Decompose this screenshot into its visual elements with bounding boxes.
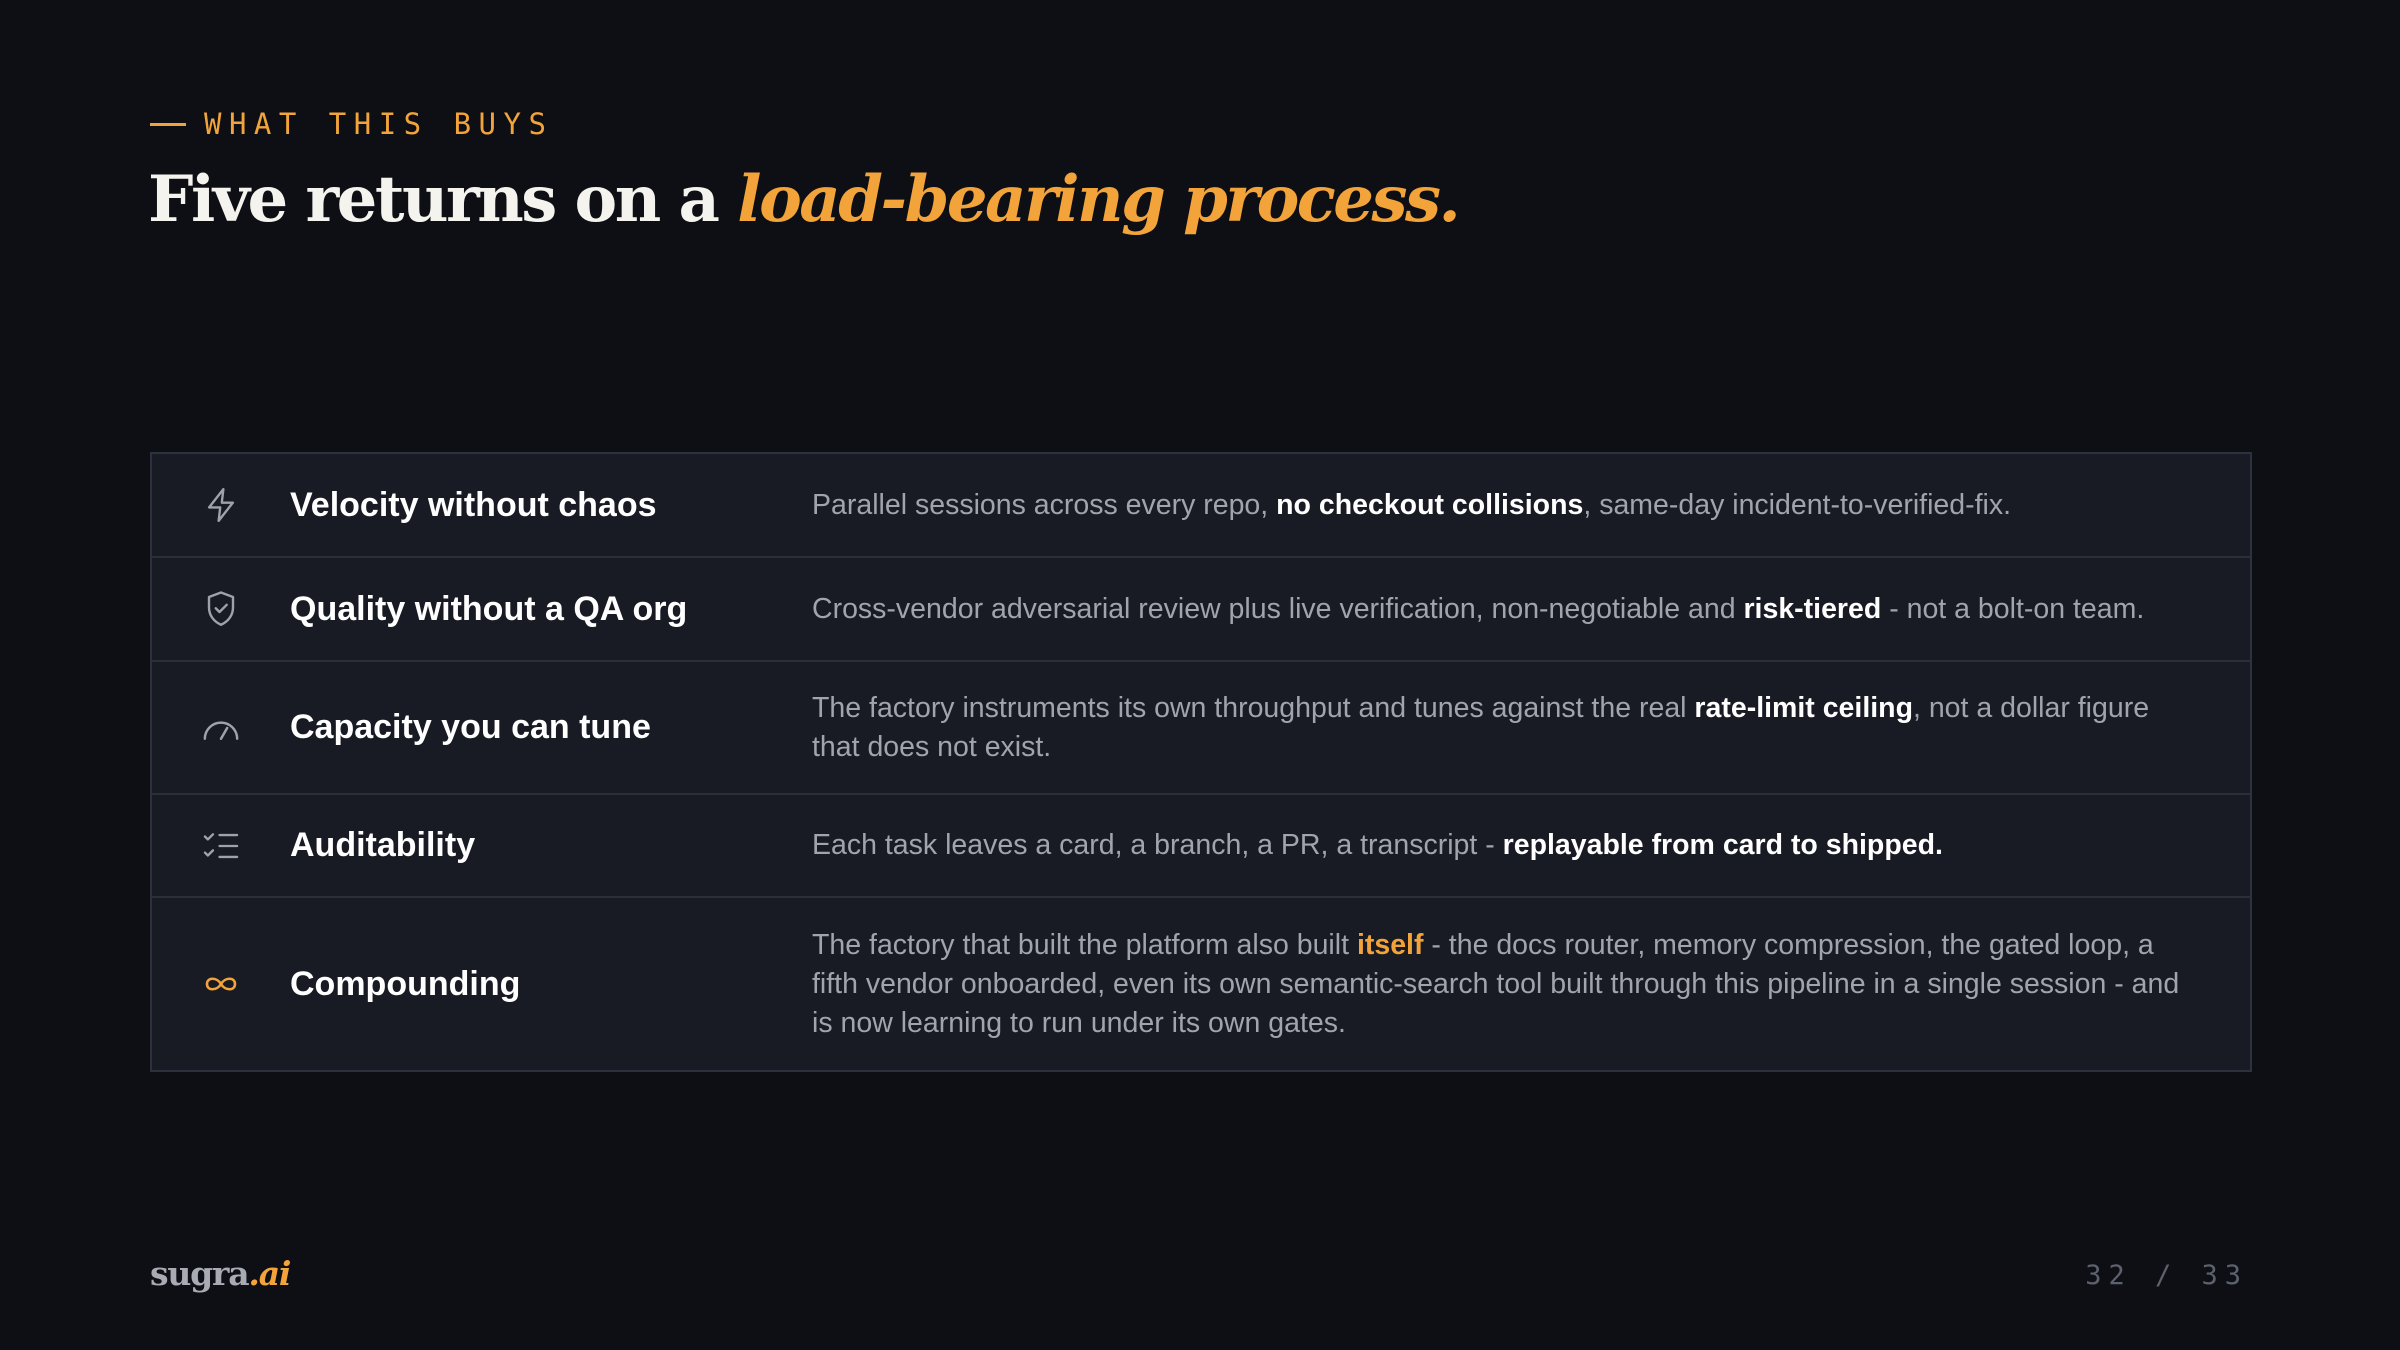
section-eyebrow (150, 104, 553, 144)
description-text: - not a bolt-on team. (1881, 592, 2145, 625)
description-highlight: rate-limit ceiling (1694, 691, 1913, 724)
description-highlight: risk-tiered (1743, 592, 1882, 625)
brand-logo-main: sugra (150, 1254, 249, 1293)
description-highlight: itself (1356, 928, 1424, 961)
description-text: Parallel sessions across every repo, (812, 488, 1277, 521)
brand-logo-accent: .ai (248, 1254, 291, 1293)
returns-row-title: Quality without a QA org (290, 589, 688, 628)
lightning-bolt-icon (152, 485, 290, 525)
description-text: , same-day incident-to-verified-fix. (1583, 488, 2012, 521)
checklist-icon (152, 829, 290, 863)
description-text: , not a dollar figure that does not exist. (812, 691, 2150, 763)
page-title-main: Five returns on a (148, 162, 738, 237)
returns-row-capacity (152, 662, 2250, 795)
returns-row-description (812, 486, 2250, 525)
brand-logo (150, 1254, 290, 1293)
eyebrow-text: WHAT THIS BUYS (204, 107, 554, 141)
page-title (148, 152, 1458, 248)
returns-row-auditability (152, 795, 2250, 898)
description-text: Each task leaves a card, a branch, a PR, a transcript - (812, 829, 1503, 861)
returns-row-description (812, 689, 2250, 767)
shield-check-icon (152, 589, 290, 629)
returns-table (150, 452, 2252, 1072)
infinity-icon (152, 973, 290, 995)
description-highlight: no checkout collisions (1276, 488, 1584, 521)
returns-row-velocity (152, 454, 2250, 558)
description-text: Cross-vendor adversarial review plus live verification, non-negotiable and (812, 592, 1744, 625)
eyebrow-dash (150, 123, 186, 126)
returns-row-title: Auditability (290, 826, 476, 864)
page-title-accent: load-bearing process. (737, 162, 1459, 237)
returns-row-quality (152, 558, 2250, 662)
page-counter: 32 / 33 (2085, 1260, 2248, 1291)
returns-row-title: Compounding (290, 964, 521, 1003)
returns-row-compounding (152, 898, 2250, 1070)
description-text: The factory instruments its own throughput and tunes against the real (812, 691, 1695, 724)
description-highlight: replayable from card to shipped. (1502, 829, 1943, 861)
description-text: The factory that built the platform also built (812, 928, 1357, 961)
returns-row-description (812, 926, 2250, 1043)
returns-row-description (812, 590, 2250, 629)
returns-row-description (812, 826, 2250, 865)
gauge-icon (152, 712, 290, 744)
returns-row-title: Velocity without chaos (290, 485, 657, 524)
description-text: - the docs router, memory compression, the gated loop, a fifth vendor onboarded, even its own semantic-search tool built through this pipeline in a single session - and is now learning to run under its own gates. (812, 928, 2180, 1039)
returns-row-title: Capacity you can tune (290, 708, 651, 746)
